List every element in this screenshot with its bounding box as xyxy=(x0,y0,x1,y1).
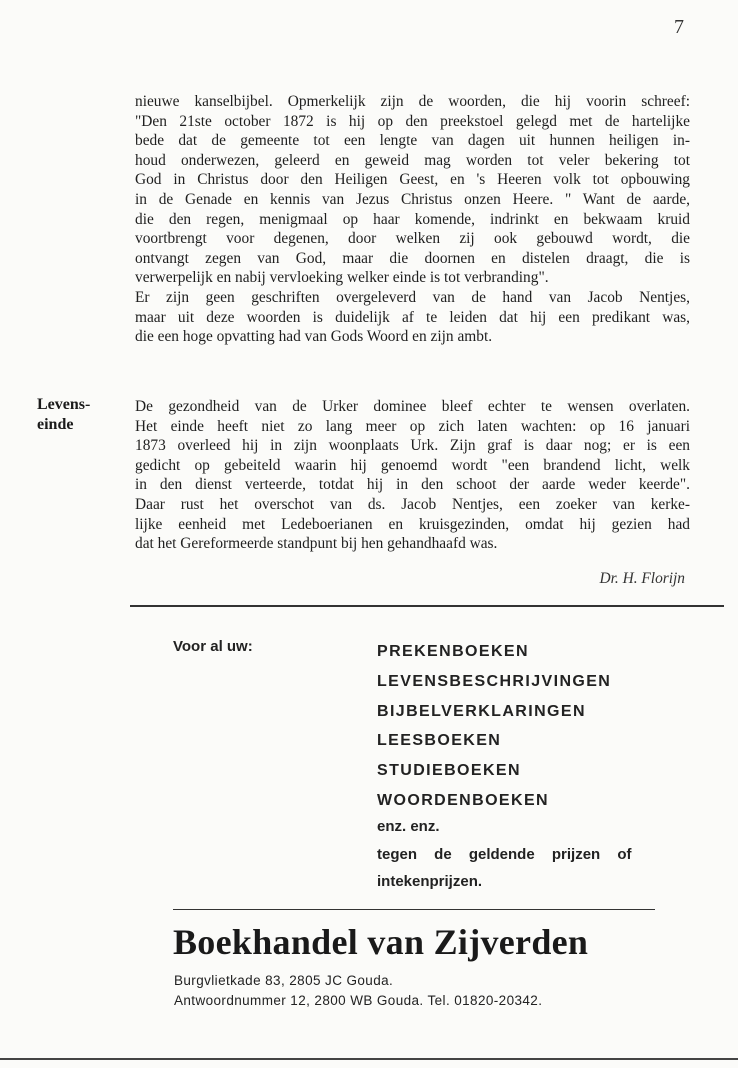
text-line: Het einde heeft niet zo lang meer op zich laten wachten: op 16 januari xyxy=(135,417,690,435)
side-heading-line: Levens- xyxy=(37,396,91,413)
ad-category-item: BIJBELVERKLARINGEN xyxy=(377,702,586,720)
advertisement-box xyxy=(130,605,724,1029)
text-line: dat het Gereformeerde standpunt bij hen gehandhaafd was. xyxy=(135,535,498,553)
text-line: "Den 21ste october 1872 is hij op den preekstoel gelegd met de hartelijke xyxy=(135,112,690,130)
text-line: die den regen, menigmaal op haar komende, indrinkt en bekwaam kruid xyxy=(135,210,690,228)
body-paragraph-1 xyxy=(135,92,690,347)
ad-shop-name: Boekhandel van Zijverden xyxy=(173,922,589,962)
side-heading xyxy=(37,395,90,435)
text-line: De gezondheid van de Urker dominee bleef echter te wensen overlaten. xyxy=(135,398,690,415)
ad-address-line: Burgvlietkade 83, 2805 JC Gouda. xyxy=(174,973,394,988)
page-number: 7 xyxy=(674,16,684,38)
text-line: in de Genade en kennis van Jezus Christus onzen Heere. " Want de aarde, xyxy=(135,190,690,208)
ad-extra-line: intekenprijzen. xyxy=(377,873,483,890)
text-line: die een hoge opvatting had van Gods Woord en zijn ambt. xyxy=(135,328,493,346)
text-line: Daar rust het overschot van ds. Jacob Nentjes, een zoeker van kerke- xyxy=(135,495,690,513)
ad-address-line: Antwoordnummer 12, 2800 WB Gouda. Tel. 01820-20342. xyxy=(174,992,543,1008)
text-line: God in Christus door den Heiligen Geest, en 's Heeren volk tot opbouwing xyxy=(135,171,690,189)
text-line: Er zijn geen geschriften overgeleverd van de hand van Jacob Nentjes, xyxy=(135,288,690,306)
body-paragraph-2 xyxy=(135,397,690,554)
ad-category-item: LEESBOEKEN xyxy=(377,732,502,750)
text-line: ontvangt zegen van God, maar die doornen en distelen draagt, die is xyxy=(135,249,690,267)
ad-category-item: STUDIEBOEKEN xyxy=(377,762,521,780)
ad-address xyxy=(174,971,542,1010)
ad-category-item: LEVENSBESCHRIJVINGEN xyxy=(377,672,612,690)
text-line: maar uit deze woorden is duidelijk af te leiden dat hij een predikant was, xyxy=(135,308,690,326)
author-signature: Dr. H. Florijn xyxy=(599,570,685,587)
ad-divider xyxy=(173,909,655,910)
text-line: lijke eenheid met Ledeboerianen en kruisgezinden, omdat hij gezien had xyxy=(135,515,690,533)
ad-category-item: WOORDENBOEKEN xyxy=(377,791,549,809)
ad-extra-text xyxy=(377,813,632,896)
text-line: 1873 overleed hij in zijn woonplaats Urk. Zijn graf is daar nog; er is een xyxy=(135,437,690,455)
text-line: nieuwe kanselbijbel. Opmerkelijk zijn de woorden, die hij voorin schreef: xyxy=(135,93,690,110)
ad-extra-line: tegen de geldende prijzen of xyxy=(377,845,632,863)
ad-extra-line: enz. enz. xyxy=(377,818,440,835)
text-line: gedicht op gebeiteld waarin hij genoemd wordt "een brandend licht, welk xyxy=(135,456,690,474)
ad-category-list xyxy=(377,637,611,816)
text-line: bede dat de gemeente tot een lengte van dagen uit hunnen heiligen in- xyxy=(135,132,690,150)
text-line: in den dienst verteerde, totdat hij in den schoot der aarde weder keerde". xyxy=(135,476,690,494)
ad-category-item: PREKENBOEKEN xyxy=(377,643,529,660)
text-line: voortbrengt voor degenen, door welken zij ook gebouwd wordt, die xyxy=(135,230,690,248)
text-line: houd onderwezen, geleerd en geweid mag worden tot veler bekering tot xyxy=(135,151,690,169)
side-heading-line: einde xyxy=(37,416,74,433)
ad-lead-text: Voor al uw: xyxy=(173,638,253,655)
text-line: verwerpelijk en nabij vervloeking welker einde is tot verbranding". xyxy=(135,269,549,287)
bottom-rule xyxy=(0,1058,738,1060)
